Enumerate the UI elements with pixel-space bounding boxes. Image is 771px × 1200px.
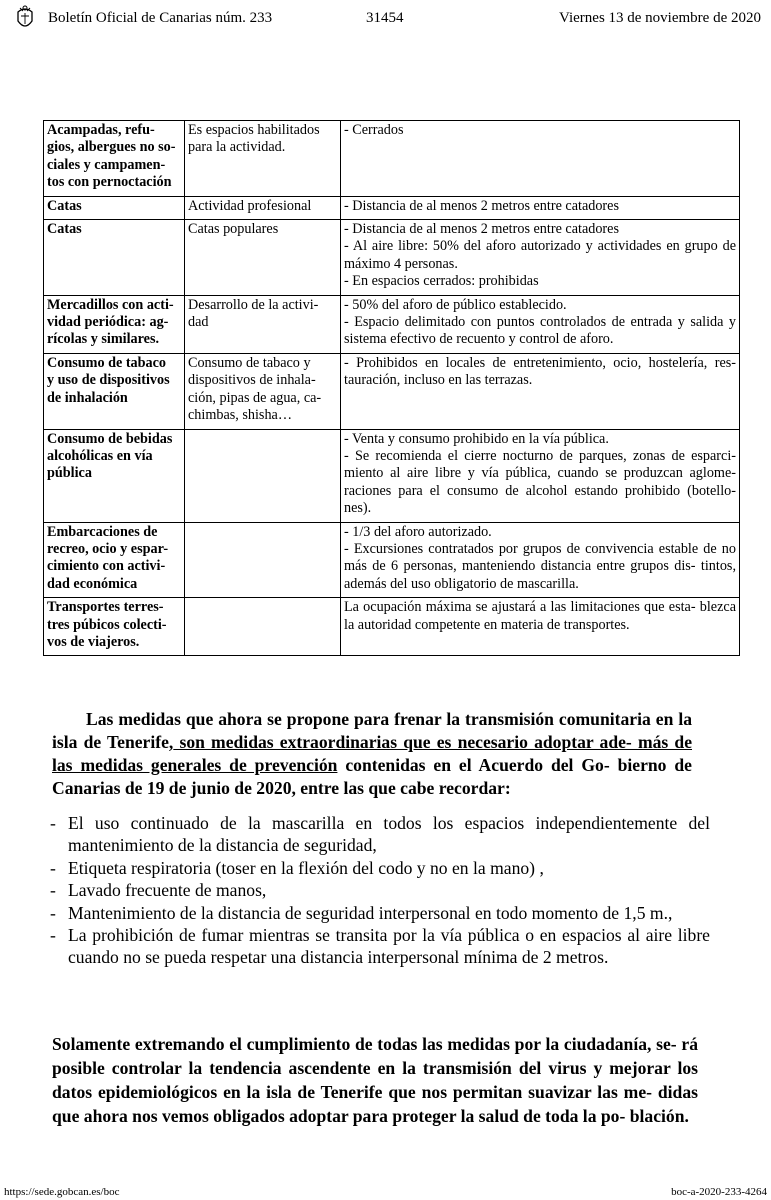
activity-text: vos de viajeros.: [47, 633, 140, 650]
activity-cell: [44, 598, 185, 656]
measures-cell: [341, 522, 740, 598]
activity-text: Embarcaciones de: [47, 523, 158, 540]
measure-text: - Espacio delimitado con puntos controlados de entrada y salida y sistema efectivo de recuento y control de aforo.: [344, 314, 736, 348]
list-item-text: El uso continuado de la mascarilla en todos los espacios independientemente del mantenimiento de la distancia de seguridad,: [68, 813, 710, 856]
activity-text: ciales y campamen-: [47, 156, 166, 173]
list-item-text: La prohibición de fumar mientras se transita por la vía pública o en espacios al aire libre cuando no se pueda respetar una distancia interpersonal mínima de 2 metros.: [68, 925, 710, 968]
prevention-measures-list: [50, 812, 710, 969]
activity-text: alcohólicas en vía: [47, 447, 153, 464]
activity-cell: [44, 121, 185, 197]
activity-text: Acampadas, refu-: [47, 122, 155, 138]
table-row: [44, 429, 740, 522]
activity-text: y uso de dispositivos: [47, 372, 170, 389]
measures-cell: [341, 598, 740, 656]
activity-text: pública: [47, 465, 92, 482]
measure-text: La ocupación máxima se ajustará a las limitaciones que esta- blezca la autoridad competente en materia de transportes.: [344, 599, 736, 633]
list-dash: -: [50, 813, 56, 833]
measures-cell: [341, 295, 740, 353]
activity-text: vidad periódica: ag-: [47, 314, 169, 331]
intro-text-part2: contenidas en el Acuerdo del Go- bierno de Canarias de 19 de junio de 2020, entre las que cabe recordar:: [52, 754, 692, 798]
list-item: [50, 902, 710, 924]
activity-cell: [44, 429, 185, 522]
measure-text: - Al aire libre: 50% del aforo autorizado y actividades en grupo de máximo 4 personas.: [344, 238, 736, 272]
intro-text-underlined: son medidas extraordinarias que es necesario adoptar ade- más de las medidas generales de prevención: [52, 731, 693, 775]
measure-text: - 50% del aforo de público establecido.: [344, 296, 567, 313]
modality-cell: Actividad profesional: [185, 196, 341, 219]
activity-text: Consumo de tabaco: [47, 354, 167, 371]
activity-cell: [44, 196, 185, 219]
list-item-text: Mantenimiento de la distancia de seguridad interpersonal en todo momento de 1,5 m.,: [68, 902, 673, 923]
list-dash: -: [50, 880, 56, 901]
list-item: [50, 857, 710, 879]
measure-text: - Venta y consumo prohibido en la vía pública.: [344, 430, 609, 447]
list-dash: -: [50, 902, 56, 923]
activity-cell: [44, 220, 185, 296]
activity-text: Mercadillos con acti-: [47, 296, 174, 313]
intro-paragraph: [52, 708, 692, 800]
measure-text: - Distancia de al menos 2 metros entre catadores: [344, 197, 619, 214]
table-row: [44, 121, 740, 197]
measures-cell: [341, 353, 740, 429]
modality-cell: Desarrollo de la activi- dad: [185, 295, 341, 353]
closing-paragraph: Solamente extremando el cumplimiento de todas las medidas por la ciudadanía, se- rá posible controlar la tendencia ascendente en la transmisión del virus y mejorar los datos epidemiológicos en la isla de Tenerife que nos permitan suavizar las me- didas que ahora nos vemos obligados adoptar para proteger la salud de toda la po- blación.: [52, 1033, 698, 1126]
measures-table: [43, 120, 740, 656]
measures-table-body: [44, 121, 740, 656]
publication-date: Viernes 13 de noviembre de 2020: [559, 10, 761, 26]
activity-text: dad económica: [47, 575, 138, 592]
table-row: [44, 598, 740, 656]
list-item: [50, 924, 710, 969]
modality-cell: Es espacios habilitados para la actividad.: [185, 121, 341, 197]
table-row: [44, 353, 740, 429]
activity-text: Catas: [47, 197, 82, 214]
modality-cell: [185, 598, 341, 656]
measure-text: - Excursiones contratados por grupos de convivencia estable de no más de 6 personas, manteniendo distancia entre grupos dis- tintos, además del uso obligatorio de mascarilla.: [344, 540, 736, 592]
measure-text: - 1/3 del aforo autorizado.: [344, 523, 492, 540]
footer-document-code: boc-a-2020-233-4264: [671, 1186, 767, 1198]
measures-cell: [341, 196, 740, 219]
coat-of-arms-icon: [14, 4, 36, 32]
footer-url[interactable]: https://sede.gobcan.es/boc: [4, 1186, 120, 1198]
list-item: [50, 879, 710, 901]
modality-cell: [185, 522, 341, 598]
table-row: [44, 220, 740, 296]
activity-text: cimiento con activi-: [47, 558, 166, 575]
activity-text: Catas: [47, 221, 82, 238]
page-number: 31454: [366, 10, 404, 26]
activity-cell: [44, 295, 185, 353]
measure-text: - Distancia de al menos 2 metros entre catadores: [344, 221, 619, 238]
activity-text: de inhalación: [47, 389, 128, 406]
table-row: [44, 295, 740, 353]
measure-text: - Se recomienda el cierre nocturno de parques, zonas de esparci- miento al aire libre y vía pública, cuando se produzcan aglome- raciones para el consumo de alcohol estando prohibido (botello- nes).: [344, 447, 736, 517]
measures-cell: [341, 220, 740, 296]
activity-cell: [44, 353, 185, 429]
list-item-text: Lavado frecuente de manos,: [68, 880, 267, 901]
activity-text: Transportes terres-: [47, 599, 164, 616]
modality-cell: Catas populares: [185, 220, 341, 296]
activity-text: Consumo de bebidas: [47, 430, 173, 447]
table-row: [44, 522, 740, 598]
measure-text: - Prohibidos en locales de entretenimiento, ocio, hostelería, res- tauración, incluso en las terrazas.: [344, 354, 736, 389]
activity-text: gios, albergues no so-: [47, 139, 176, 156]
modality-cell: Consumo de tabaco y dispositivos de inhala- ción, pipas de agua, ca- chimbas, shisha…: [185, 353, 341, 429]
measure-text: - En espacios cerrados: prohibidas: [344, 273, 539, 290]
activity-text: recreo, ocio y espar-: [47, 540, 169, 557]
modality-cell: [185, 429, 341, 522]
publication-title: Boletín Oficial de Canarias núm. 233: [48, 10, 273, 26]
list-dash: -: [50, 925, 56, 946]
intro-text-part1: Las medidas que ahora se propone para frenar la transmisión comunitaria en la isla de Tenerife,: [52, 708, 692, 752]
measures-cell: [341, 121, 740, 197]
measures-cell: [341, 429, 740, 522]
list-dash: -: [50, 857, 56, 878]
activity-cell: [44, 522, 185, 598]
list-item: [50, 812, 710, 857]
activity-text: rícolas y similares.: [47, 331, 160, 348]
table-row: [44, 196, 740, 219]
page-header: [0, 0, 771, 40]
activity-text: tos con pernoctación: [47, 174, 172, 191]
list-item-text: Etiqueta respiratoria (toser en la flexión del codo y no en la mano) ,: [68, 857, 544, 878]
measure-text: - Cerrados: [344, 122, 404, 138]
activity-text: tres púbicos colecti-: [47, 616, 167, 633]
